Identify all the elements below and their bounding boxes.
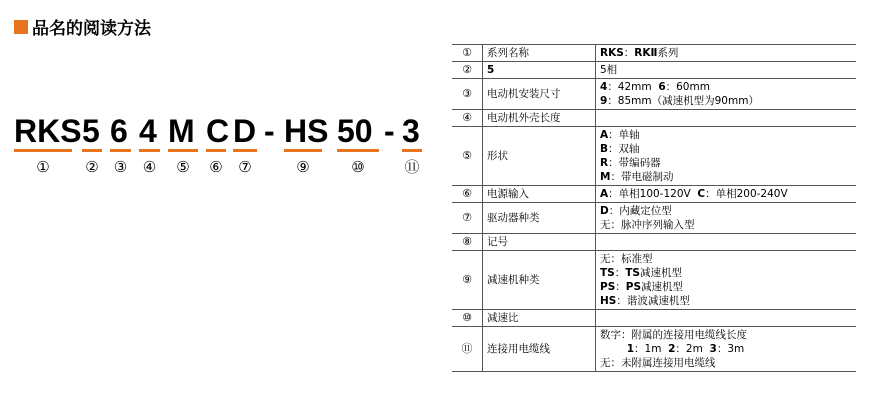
row-description bbox=[596, 45, 857, 62]
code-underline bbox=[402, 149, 422, 152]
code-dash: - bbox=[264, 113, 275, 149]
row-description bbox=[596, 79, 857, 110]
spec-table bbox=[452, 44, 856, 372]
code-segment bbox=[110, 112, 131, 176]
code-underline bbox=[206, 149, 226, 152]
description-part: 无：未附属连接用电缆线 bbox=[600, 357, 716, 369]
description-part: 2 bbox=[668, 343, 676, 355]
code-segment-text: RKS bbox=[14, 113, 82, 149]
code-underline bbox=[82, 149, 102, 152]
description-part: 无：脉冲序列输入型 bbox=[600, 219, 695, 231]
row-number: ① bbox=[452, 45, 483, 62]
code-segment-number: ⑥ bbox=[209, 158, 223, 176]
description-part: ：2m bbox=[675, 343, 710, 355]
code-segment bbox=[233, 112, 257, 176]
code-segment-text: 50 bbox=[337, 113, 373, 149]
row-number: ⑩ bbox=[452, 310, 483, 327]
row-number: ⑥ bbox=[452, 186, 483, 203]
description-part: C bbox=[697, 188, 706, 200]
description-part: ：3m bbox=[716, 343, 745, 355]
code-underline bbox=[233, 149, 257, 152]
description-part: 9 bbox=[600, 95, 608, 107]
code-underline bbox=[14, 149, 72, 152]
spec-row bbox=[452, 186, 856, 203]
description-part: 无：标准型 bbox=[600, 253, 653, 265]
spec-row bbox=[452, 45, 856, 62]
code-segment-text: 6 bbox=[110, 113, 128, 149]
description-part: ： bbox=[614, 267, 626, 279]
row-description bbox=[596, 203, 857, 234]
code-segment-number: ⑪ bbox=[404, 158, 420, 176]
code-segment-number: ⑤ bbox=[176, 158, 190, 176]
code-segment-number: ① bbox=[36, 158, 50, 176]
description-part: ： bbox=[623, 47, 635, 59]
description-line bbox=[600, 63, 852, 77]
description-part bbox=[600, 343, 627, 355]
code-dash: - bbox=[384, 113, 395, 149]
description-part: HS bbox=[600, 295, 617, 307]
description-part: 1 bbox=[626, 343, 635, 355]
row-item: 减速机种类 bbox=[483, 251, 596, 310]
code-segment-text: M bbox=[168, 113, 195, 149]
row-number: ⑤ bbox=[452, 127, 483, 186]
description-part: PS bbox=[600, 281, 616, 293]
row-description bbox=[596, 234, 857, 251]
code-segment-text: 4 bbox=[139, 113, 157, 149]
description-part: A bbox=[600, 188, 609, 200]
description-part: ：42mm bbox=[607, 81, 659, 93]
description-part: ：60mm bbox=[665, 81, 710, 93]
row-number: ⑧ bbox=[452, 234, 483, 251]
code-segment bbox=[82, 112, 102, 176]
section-title: 品名的阅读方法 bbox=[32, 19, 151, 39]
spec-row bbox=[452, 251, 856, 310]
product-code-diagram bbox=[14, 112, 444, 192]
code-segment-number: ⑨ bbox=[296, 158, 310, 176]
code-segment-text: HS bbox=[284, 113, 329, 149]
code-segment bbox=[402, 112, 422, 176]
code-segment bbox=[14, 112, 82, 176]
description-line bbox=[600, 356, 852, 370]
row-description bbox=[596, 62, 857, 79]
code-underline bbox=[337, 149, 379, 152]
description-part: 系列 bbox=[657, 47, 679, 59]
description-line bbox=[600, 170, 852, 184]
description-part: ：谐波减速机型 bbox=[616, 295, 690, 307]
description-part: B bbox=[600, 143, 609, 155]
code-segment bbox=[168, 112, 198, 176]
description-part: 减速机型 bbox=[641, 281, 684, 293]
description-part: PS bbox=[625, 281, 642, 293]
code-underline bbox=[139, 149, 160, 152]
description-part: ：85mm（减速机型为90mm） bbox=[607, 95, 759, 107]
description-part: D bbox=[600, 205, 609, 217]
description-part: 数字：附属的连接用电缆线长度 bbox=[600, 329, 747, 341]
row-item: 减速比 bbox=[483, 310, 596, 327]
description-line bbox=[600, 266, 852, 280]
row-number: ② bbox=[452, 62, 483, 79]
description-part: ：内藏定位型 bbox=[608, 205, 672, 217]
description-part: TS bbox=[600, 267, 615, 279]
row-item: 5 bbox=[483, 62, 596, 79]
spec-row bbox=[452, 203, 856, 234]
description-line bbox=[600, 280, 852, 294]
row-item: 电动机外壳长度 bbox=[483, 110, 596, 127]
description-line bbox=[600, 342, 852, 356]
spec-row bbox=[452, 234, 856, 251]
description-part: TS bbox=[625, 267, 640, 279]
spec-row bbox=[452, 327, 856, 372]
code-segment-number: ⑩ bbox=[351, 158, 365, 176]
description-line bbox=[600, 294, 852, 308]
code-segment bbox=[337, 112, 379, 176]
row-number: ⑪ bbox=[452, 327, 483, 372]
description-part: 减速机型 bbox=[639, 267, 682, 279]
code-segment-text: 5 bbox=[82, 113, 100, 149]
row-description bbox=[596, 251, 857, 310]
spec-row bbox=[452, 310, 856, 327]
code-segment-text: 3 bbox=[402, 113, 420, 149]
description-line bbox=[600, 204, 852, 218]
description-line bbox=[600, 218, 852, 232]
row-item: 电动机安装尺寸 bbox=[483, 79, 596, 110]
description-part: ：带编码器 bbox=[608, 157, 661, 169]
spec-row bbox=[452, 110, 856, 127]
spec-row bbox=[452, 79, 856, 110]
row-description bbox=[596, 327, 857, 372]
description-line bbox=[600, 156, 852, 170]
code-segment bbox=[139, 112, 160, 176]
row-number: ⑨ bbox=[452, 251, 483, 310]
description-line bbox=[600, 80, 852, 94]
code-segment-number: ④ bbox=[142, 158, 157, 176]
description-part: 3 bbox=[709, 343, 717, 355]
row-item: 电源输入 bbox=[483, 186, 596, 203]
row-description bbox=[596, 127, 857, 186]
description-part: RKS bbox=[600, 47, 624, 59]
row-description bbox=[596, 186, 857, 203]
code-underline bbox=[168, 149, 198, 152]
description-part: 4 bbox=[600, 81, 608, 93]
row-description bbox=[596, 310, 857, 327]
row-description bbox=[596, 110, 857, 127]
row-item: 连接用电缆线 bbox=[483, 327, 596, 372]
description-part: ：单相200-240V bbox=[705, 188, 788, 200]
description-part: ：1m bbox=[634, 343, 669, 355]
row-number: ④ bbox=[452, 110, 483, 127]
spec-row bbox=[452, 62, 856, 79]
description-line bbox=[600, 128, 852, 142]
description-part: ： bbox=[615, 281, 626, 293]
description-line bbox=[600, 46, 852, 60]
code-underline bbox=[284, 149, 322, 152]
description-part: ：单相100-120V bbox=[608, 188, 698, 200]
description-part: ：单轴 bbox=[608, 129, 640, 141]
spec-row bbox=[452, 127, 856, 186]
code-segment-text: C bbox=[206, 113, 230, 149]
row-number: ③ bbox=[452, 79, 483, 110]
code-segment-text: D bbox=[233, 113, 257, 149]
description-part: RKⅡ bbox=[634, 47, 658, 59]
row-item: 驱动器种类 bbox=[483, 203, 596, 234]
section-heading bbox=[14, 14, 151, 39]
code-segment bbox=[284, 112, 329, 176]
description-part: ：双轴 bbox=[608, 143, 640, 155]
code-segment-number: ② bbox=[85, 158, 99, 176]
description-part: 5相 bbox=[600, 64, 618, 76]
description-part: 6 bbox=[658, 81, 666, 93]
description-line bbox=[600, 328, 852, 342]
description-line bbox=[600, 252, 852, 266]
code-underline bbox=[110, 149, 131, 152]
code-segment bbox=[206, 112, 230, 176]
description-line bbox=[600, 187, 852, 201]
description-part: M bbox=[600, 171, 611, 183]
row-item: 记号 bbox=[483, 234, 596, 251]
description-part: ：带电磁制动 bbox=[610, 171, 674, 183]
row-item: 系列名称 bbox=[483, 45, 596, 62]
description-line bbox=[600, 94, 852, 108]
row-number: ⑦ bbox=[452, 203, 483, 234]
code-segment-number: ③ bbox=[113, 158, 128, 176]
description-part: R bbox=[600, 157, 609, 169]
description-line bbox=[600, 142, 852, 156]
orange-square-icon bbox=[14, 20, 28, 34]
code-segment-number: ⑦ bbox=[238, 158, 252, 176]
row-item: 形状 bbox=[483, 127, 596, 186]
description-part: A bbox=[600, 129, 609, 141]
